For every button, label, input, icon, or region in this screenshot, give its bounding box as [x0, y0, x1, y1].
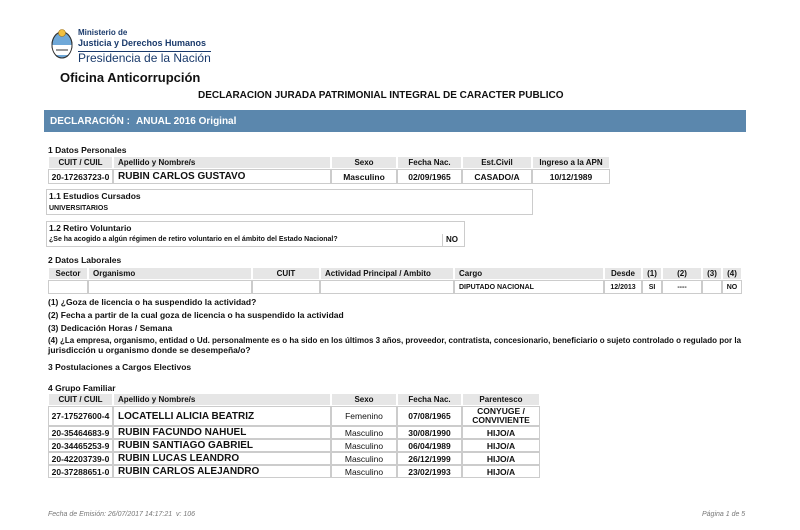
personal-header-birth: Fecha Nac. [397, 156, 462, 169]
ministry-line1: Ministerio de [78, 28, 128, 37]
family-row-3-name: RUBIN LUCAS LEANDRO [113, 452, 331, 465]
family-row-0-name: LOCATELLI ALICIA BEATRIZ [113, 406, 331, 426]
family-row-4-cuit: 20-37288651-0 [48, 465, 113, 478]
retirement-answer: NO [442, 234, 464, 246]
ministry-logo [50, 28, 74, 62]
labor-header-q1: (1) [642, 267, 662, 280]
document-title: DECLARACION JURADA PATRIMONIAL INTEGRAL DE CARACTER PUBLICO [198, 90, 564, 101]
labor-since: 12/2013 [604, 280, 642, 294]
declaration-label: DECLARACIÓN : [50, 115, 130, 127]
coat-of-arms-icon [50, 28, 74, 62]
declaration-banner [44, 110, 746, 132]
personal-header-cuit: CUIT / CUIL [48, 156, 113, 169]
office-name: Oficina Anticorrupción [60, 70, 201, 85]
ministry-line2: Justicia y Derechos Humanos [78, 38, 207, 48]
family-header-name: Apellido y Nombre/s [113, 393, 331, 406]
declaration-value: ANUAL 2016 Original [136, 115, 237, 127]
family-row-2-cuit: 20-34465253-9 [48, 439, 113, 452]
retirement-question: ¿Se ha acogido a algún régimen de retiro voluntario en el ámbito del Estado Nacional? [49, 236, 338, 243]
labor-header-org: Organismo [88, 267, 252, 280]
studies-title: 1.1 Estudios Cursados [49, 191, 141, 201]
labor-note-4b: jurisdicción u organismo donde se desempeña/o? [48, 345, 251, 355]
labor-note-4: (4) ¿La empresa, organismo, entidad o Ud. personalmente es o ha sido en los últimos 3 años, proveedor, contratista, concesionario, beneficiario o sujeto controlado o regulado por la [48, 336, 742, 345]
family-header-sex: Sexo [331, 393, 397, 406]
personal-header-apn: Ingreso a la APN [532, 156, 610, 169]
labor-header-cuit: CUIT [252, 267, 320, 280]
labor-org [88, 280, 252, 294]
family-row-3-birth: 26/12/1999 [397, 452, 462, 465]
family-row-2-relation: HIJO/A [462, 439, 540, 452]
family-row-3-relation: HIJO/A [462, 452, 540, 465]
personal-header-civil: Est.Civil [462, 156, 532, 169]
family-row-1-cuit: 20-35464683-9 [48, 426, 113, 439]
personal-civil: CASADO/A [462, 169, 532, 184]
labor-header-cargo: Cargo [454, 267, 604, 280]
labor-header-sector: Sector [48, 267, 88, 280]
family-header-birth: Fecha Nac. [397, 393, 462, 406]
labor-activity [320, 280, 454, 294]
labor-note-1: (1) ¿Goza de licencia o ha suspendido la actividad? [48, 297, 257, 307]
footer-page: Página 1 de 5 [702, 511, 746, 518]
footer-version: v: 106 [176, 511, 196, 518]
family-header-relation: Parentesco [462, 393, 540, 406]
labor-q3 [702, 280, 722, 294]
family-row-1-relation: HIJO/A [462, 426, 540, 439]
family-row-0-cuit: 27-17527600-4 [48, 406, 113, 426]
labor-header-activity: Actividad Principal / Ambito [320, 267, 454, 280]
labor-note-3: (3) Dedicación Horas / Semana [48, 323, 173, 333]
labor-cargo: DIPUTADO NACIONAL [454, 280, 604, 294]
family-row-3-sex: Masculino [331, 452, 397, 465]
personal-sex: Masculino [331, 169, 397, 184]
labor-note-2: (2) Fecha a partir de la cual goza de licencia o ha suspendido la actividad [48, 310, 344, 320]
family-row-1-sex: Masculino [331, 426, 397, 439]
retirement-title: 1.2 Retiro Voluntario [49, 223, 132, 233]
labor-header-since: Desde [604, 267, 642, 280]
personal-header-name: Apellido y Nombre/s [113, 156, 331, 169]
labor-header-q2: (2) [662, 267, 702, 280]
labor-cuit [252, 280, 320, 294]
family-row-4-sex: Masculino [331, 465, 397, 478]
studies-value: UNIVERSITARIOS [49, 205, 108, 212]
family-row-4-relation: HIJO/A [462, 465, 540, 478]
personal-apn: 10/12/1989 [532, 169, 610, 184]
family-row-0-relation: CONYUGE / CONVIVIENTE [462, 406, 540, 426]
ministry-name [78, 28, 211, 63]
personal-name: RUBIN CARLOS GUSTAVO [113, 169, 331, 184]
family-row-3-cuit: 20-42203739-0 [48, 452, 113, 465]
footer-emission: Fecha de Emisión: 26/07/2017 14:17:21 [48, 511, 173, 518]
elective-title: 3 Postulaciones a Cargos Electivos [48, 362, 192, 372]
family-row-0-birth: 07/08/1965 [397, 406, 462, 426]
family-row-4-name: RUBIN CARLOS ALEJANDRO [113, 465, 331, 478]
family-header-cuit: CUIT / CUIL [48, 393, 113, 406]
family-row-4-birth: 23/02/1993 [397, 465, 462, 478]
labor-q4: NO [722, 280, 742, 294]
labor-sector [48, 280, 88, 294]
personal-cuit: 20-17263723-0 [48, 169, 113, 184]
family-row-1-birth: 30/08/1990 [397, 426, 462, 439]
ministry-line3: Presidencia de la Nación [78, 51, 211, 65]
labor-header-q4: (4) [722, 267, 742, 280]
family-row-2-birth: 06/04/1989 [397, 439, 462, 452]
family-row-0-sex: Femenino [331, 406, 397, 426]
family-row-2-name: RUBIN SANTIAGO GABRIEL [113, 439, 331, 452]
labor-header-q3: (3) [702, 267, 722, 280]
personal-header-sex: Sexo [331, 156, 397, 169]
personal-birth: 02/09/1965 [397, 169, 462, 184]
labor-q2: ---- [662, 280, 702, 294]
family-row-1-name: RUBIN FACUNDO NAHUEL [113, 426, 331, 439]
labor-title: 2 Datos Laborales [48, 255, 122, 265]
personal-title: 1 Datos Personales [48, 145, 127, 155]
family-title: 4 Grupo Familiar [48, 383, 116, 393]
labor-q1: SI [642, 280, 662, 294]
family-row-2-sex: Masculino [331, 439, 397, 452]
